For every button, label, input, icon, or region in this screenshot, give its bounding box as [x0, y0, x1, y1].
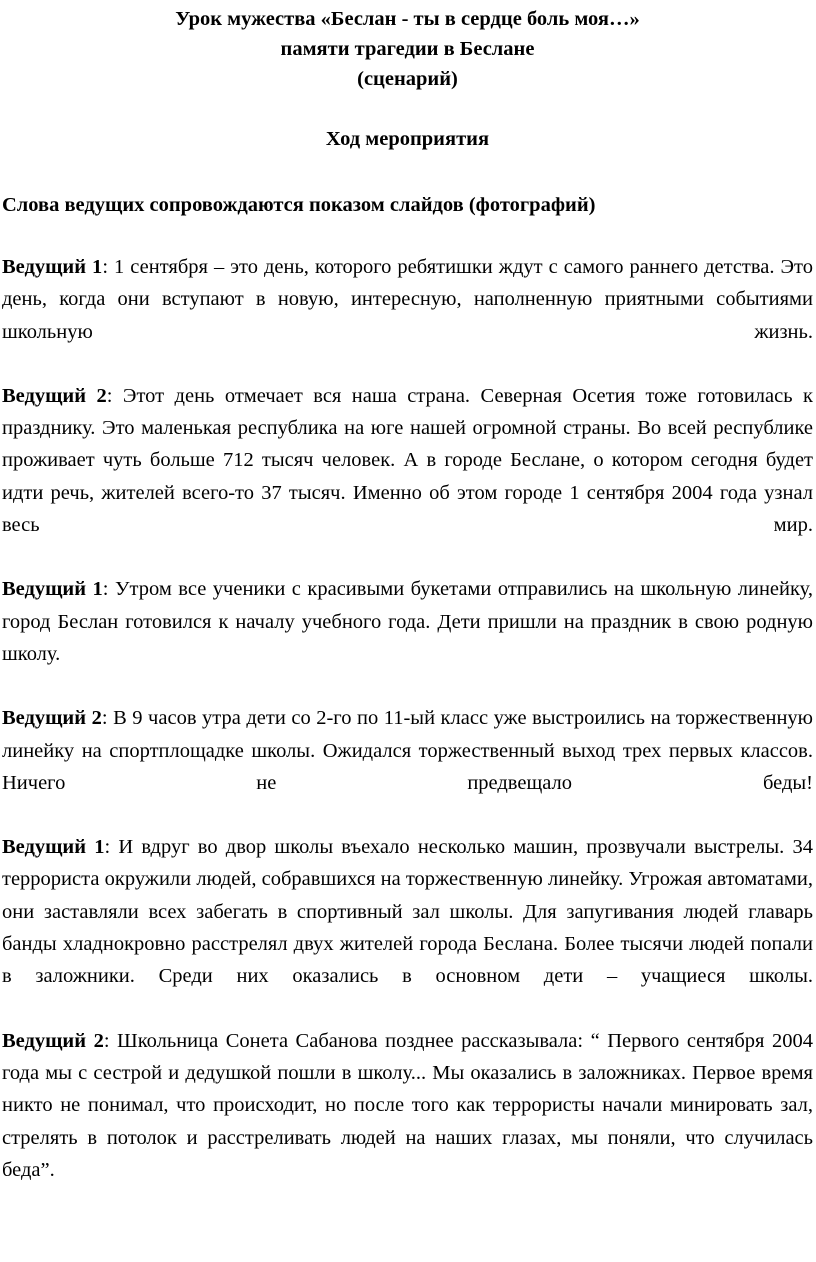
- speaker-label: Ведущий 2: [2, 707, 102, 730]
- title-line-2: памяти трагедии в Беслане: [280, 38, 535, 60]
- paragraph: [2, 1025, 813, 1186]
- title-line-1: Урок мужества «Беслан - ты в сердце боль моя…»: [175, 8, 640, 30]
- speaker-label: Ведущий 1: [2, 256, 103, 278]
- paragraph-text: Школьница Сонета Сабанова позднее рассказывала: “ Первого сентября 2004 года мы с сестрой и дедушкой пошли в школу... Мы оказались в заложниках. Первое время никто не понимал, что происходит, но после того как террористы начали минировать зал, стрелять в потолок и расстреливать людей на наших глазах, мы поняли, что случилась беда”.: [2, 1029, 813, 1181]
- paragraph: [2, 380, 813, 541]
- speaker-label: Ведущий 2: [2, 1029, 104, 1052]
- paragraph-text: Этот день отмечает вся наша страна. Северная Осетия тоже готовилась к празднику. Это маленькая республика на юге нашей огромной страны. Во всей республике проживает чуть больше 712 тысяч человек. А в городе Беслане, о котором сегодня будет идти речь, жителей всего-то 37 тысяч. Именно об этом городе 1 сентября 2004 года узнал весь мир.: [2, 384, 813, 537]
- section-heading: Ход мероприятия: [325, 128, 490, 150]
- speaker-separator: :: [103, 1029, 118, 1052]
- speaker-label: Ведущий 1: [2, 578, 103, 601]
- paragraph: [2, 831, 813, 992]
- paragraph: [2, 702, 813, 799]
- speaker-separator: :: [102, 578, 115, 601]
- speaker-label: Ведущий 2: [2, 384, 107, 407]
- speaker-separator: :: [104, 836, 119, 859]
- title-line-3: (сценарий): [357, 68, 458, 90]
- speaker-separator: :: [102, 256, 115, 278]
- paragraph: [2, 251, 813, 348]
- subheading: Слова ведущих сопровождаются показом слайдов (фотографий): [2, 194, 596, 216]
- speaker-label: Ведущий 1: [2, 836, 105, 859]
- speaker-separator: :: [101, 707, 114, 730]
- paragraph-text: Утром все ученики с красивыми букетами отправились на школьную линейку, город Беслан готовился к началу учебного года. Дети пришли на праздник в свою родную школу.: [2, 578, 813, 665]
- paragraph: [2, 573, 813, 670]
- document-title: [2, 4, 813, 94]
- paragraph-text: И вдруг во двор школы въехало несколько машин, прозвучали выстрелы. 34 террориста окружили людей, собравшихся на торжественную линейку. Угрожая автоматами, они заставляли всех забегать в спортивный зал школы. Для запугивания людей главарь банды хладнокровно расстрелял двух жителей города Беслана. Более тысячи людей попали в заложники. Среди них оказались в основном дети – учащиеся школы.: [2, 836, 813, 988]
- paragraph-text: В 9 часов утра дети со 2-го по 11-ый класс уже выстроились на торжественную линейку на спортплощадке школы. Ожидался торжественный выход трех первых классов. Ничего не предвещало беды!: [2, 707, 813, 794]
- paragraph-text: 1 сентября – это день, которого ребятишки ждут с самого раннего детства. Это день, когда они вступают в новую, интересную, наполненную приятными событиями школьную жизнь.: [2, 256, 813, 343]
- speaker-separator: :: [106, 384, 123, 407]
